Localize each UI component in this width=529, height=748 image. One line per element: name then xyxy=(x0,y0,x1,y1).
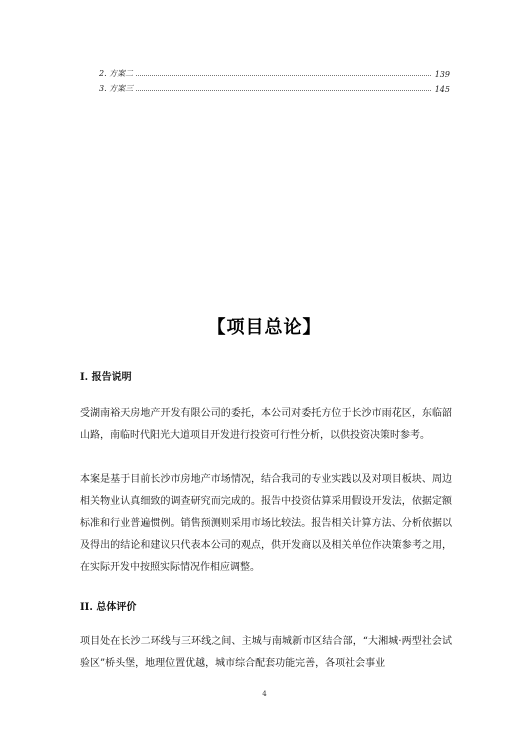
toc-entry[interactable] xyxy=(99,64,450,79)
section-title: 【项目总论】 xyxy=(207,317,322,338)
paragraph-location: 项目处在长沙二环线与三环线之间、主城与南城新市区结合部，“大湘城·两型社会试验区”桥头堡，地理位置优越，城市综合配套功能完善，各项社会事业 xyxy=(80,636,452,669)
toc-entry-page: 145 xyxy=(434,85,450,94)
toc-entry[interactable] xyxy=(99,79,450,94)
toc-entry-page: 139 xyxy=(434,70,450,79)
toc-entry-label: 3. 方案三 xyxy=(99,84,134,93)
page-number: 4 xyxy=(262,690,267,698)
paragraph-commission: 受湖南裕天房地产开发有限公司的委托，本公司对委托方位于长沙市雨花区，东临韶山路，南临时代阳光大道项目开发进行投资可行性分析，以供投资决策时参考。 xyxy=(80,408,452,441)
table-of-contents xyxy=(99,64,450,94)
toc-leader-dots xyxy=(136,74,431,76)
heading-report-description: I. 报告说明 xyxy=(80,372,132,383)
heading-overall-evaluation: II. 总体评价 xyxy=(80,602,137,613)
toc-leader-dots xyxy=(136,89,431,91)
toc-entry-label: 2. 方案二 xyxy=(99,69,134,78)
paragraph-basis: 本案是基于目前长沙市房地产市场情况，结合我司的专业实践以及对项目板块、周边相关物业认真细致的调查研究而完成的。报告中投资估算采用假设开发法，依据定额标准和行业普遍惯例。销售预测则采用市场比较法。报告相关计算方法、分析依据以及得出的结论和建议只代表本公司的观点，供开发商以及相关单位作决策参考之用，在实际开发中按照实际情况作相应调整。 xyxy=(80,474,452,573)
